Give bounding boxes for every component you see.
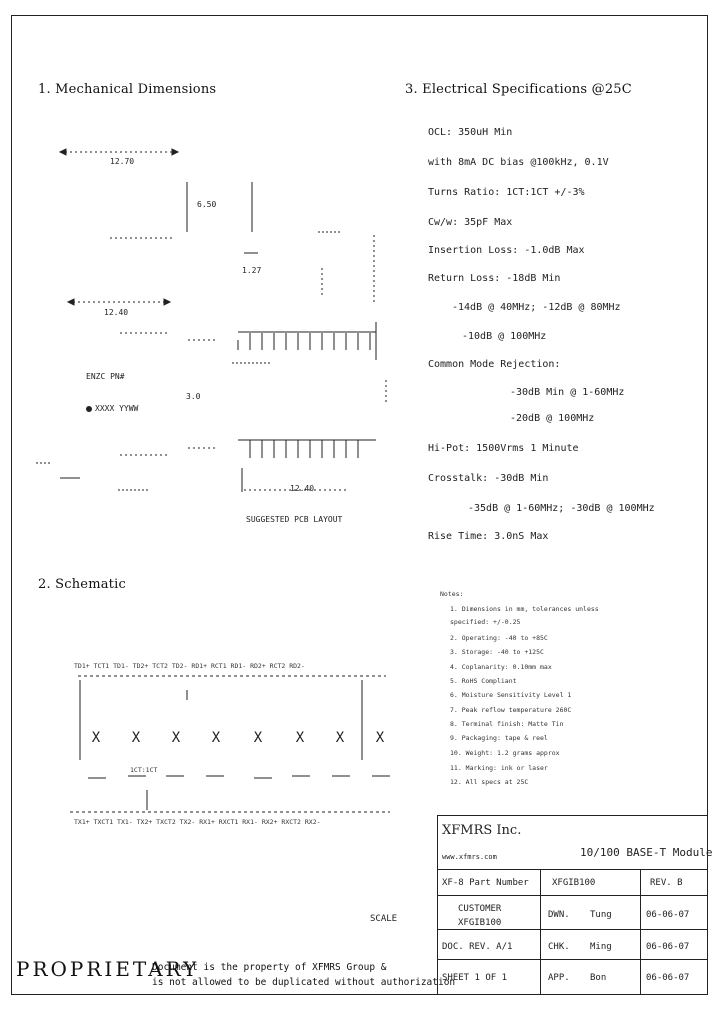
spec-line: Turns Ratio: 1CT:1CT +/-3%	[428, 187, 585, 198]
schematic-bottom-pins: TX1+ TXCT1 TX1- TX2+ TXCT2 TX2- RX1+ RXCT1 RX1- RX2+ RXCT2 RX2-	[74, 818, 321, 826]
note-line: 6. Moisture Sensitivity Level 1	[450, 691, 572, 699]
scale-label: SCALE	[370, 914, 398, 924]
app-name: Bon	[590, 973, 607, 983]
spec-line: Return Loss: -18dB Min	[428, 273, 561, 284]
spec-line: -20dB @ 100MHz	[510, 413, 595, 424]
note-line: 12. All specs at 25C	[450, 778, 529, 786]
note-line: 8. Terminal finish: Matte Tin	[450, 720, 564, 728]
spec-line: Common Mode Rejection:	[428, 359, 561, 370]
transformer-symbol: X	[171, 730, 181, 746]
schematic-section-title: 2. Schematic	[38, 577, 126, 592]
ratio-label: 1CT:1CT	[130, 766, 158, 774]
title-block-divider	[540, 870, 541, 995]
chk-name: Ming	[590, 942, 612, 952]
date-mark-label: XXXX YYWW	[95, 404, 139, 413]
dwn-label: DWN.	[548, 910, 570, 920]
revision: REV. B	[650, 878, 683, 888]
transformer-symbol: X	[335, 730, 345, 746]
spec-line: Insertion Loss: -1.0dB Max	[428, 245, 585, 256]
spec-line: OCL: 350uH Min	[428, 127, 513, 138]
transformer-symbol: X	[253, 730, 263, 746]
dwn-date: 06-06-07	[646, 910, 690, 920]
note-line: 9. Packaging: tape & reel	[450, 734, 548, 742]
note-line: 5. RoHS Compliant	[450, 677, 517, 685]
chk-date: 06-06-07	[646, 942, 690, 952]
note-line: 11. Marking: ink or laser	[450, 764, 548, 772]
dim-top-label: 12.70	[110, 157, 135, 166]
company-name: XFMRS Inc.	[442, 823, 522, 838]
dim-middle-label: 12.40	[104, 308, 129, 317]
app-label: APP.	[548, 973, 570, 983]
electrical-section-title: 3. Electrical Specifications @25C	[405, 82, 632, 97]
spec-line: -10dB @ 100MHz	[462, 331, 547, 342]
transformer-symbol: X	[131, 730, 141, 746]
customer-part: XFGIB100	[458, 918, 502, 928]
transformer-symbol: X	[375, 730, 385, 746]
note-line: 1. Dimensions in mm, tolerances unless	[450, 605, 599, 613]
spec-line: -14dB @ 40MHz; -12dB @ 80MHz	[452, 302, 621, 313]
dim-bottom-label: 12.40	[290, 484, 315, 493]
schematic-top-pins: TD1+ TCT1 TD1- TD2+ TCT2 TD2- RD1+ RCT1 RD1- RD2+ RCT2 RD2-	[74, 662, 305, 670]
app-date: 06-06-07	[646, 973, 690, 983]
notice-line-1: Document is the property of XFMRS Group &	[152, 962, 387, 973]
part-mark-label: ENZC PN#	[86, 372, 125, 381]
spec-line: Rise Time: 3.0nS Max	[428, 531, 549, 542]
company-address: www.xfmrs.com	[442, 853, 497, 861]
drawing-title: 10/100 BASE-T Module	[580, 846, 713, 859]
note-line: 4. Coplanarity: 0.10mm max	[450, 663, 552, 671]
mechanical-section-title: 1. Mechanical Dimensions	[38, 82, 217, 97]
spec-line: -30dB Min @ 1-60MHz	[510, 387, 625, 398]
pcb-layout-caption: SUGGESTED PCB LAYOUT	[246, 515, 343, 524]
dim-pitch-label: 1.27	[242, 266, 262, 275]
proprietary-stamp: PROPRIETARY	[16, 957, 200, 981]
note-line: 2. Operating: -40 to +85C	[450, 634, 548, 642]
note-line: Notes:	[440, 590, 464, 598]
part-number-label: XF-8 Part Number	[442, 878, 529, 888]
chk-label: CHK.	[548, 942, 570, 952]
notice-line-2: is not allowed to be duplicated without authorization	[152, 977, 456, 988]
customer-label: CUSTOMER	[458, 904, 502, 914]
spec-line: Cw/w: 35pF Max	[428, 217, 513, 228]
dim-height-label: 6.50	[197, 200, 217, 209]
note-line: 10. Weight: 1.2 grams approx	[450, 749, 560, 757]
spec-line: Crosstalk: -30dB Min	[428, 473, 549, 484]
transformer-symbol: X	[91, 730, 101, 746]
transformer-symbol: X	[295, 730, 305, 746]
note-line: 7. Peak reflow temperature 260C	[450, 706, 572, 714]
title-block-divider	[640, 870, 641, 995]
transformer-symbol: X	[211, 730, 221, 746]
spec-line: with 8mA DC bias @100kHz, 0.1V	[428, 157, 609, 168]
spec-line: Hi-Pot: 1500Vrms 1 Minute	[428, 443, 579, 454]
part-number-value: XFGIB100	[552, 878, 596, 888]
note-line: 3. Storage: -40 to +125C	[450, 648, 544, 656]
dwn-name: Tung	[590, 910, 612, 920]
doc-rev: DOC. REV. A/1	[442, 942, 513, 952]
dim-left-label: 3.0	[186, 392, 201, 401]
sheet-label: SHEET 1 OF 1	[442, 973, 508, 983]
note-line: specified: +/-0.25	[450, 618, 521, 626]
spec-line: -35dB @ 1-60MHz; -30dB @ 100MHz	[468, 503, 655, 514]
